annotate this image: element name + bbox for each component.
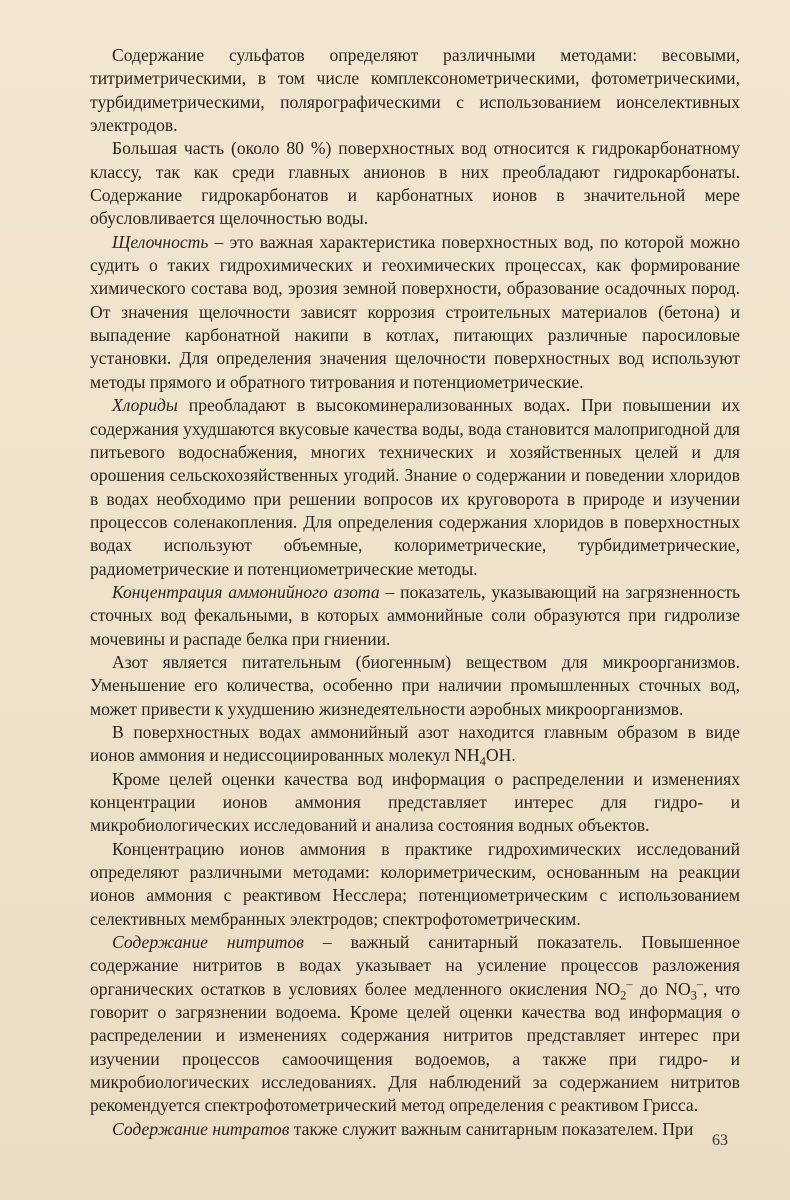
paragraph-ammonium-interest bbox=[90, 768, 740, 838]
paragraph-text: также служит важным санитарным показателем. При bbox=[289, 1118, 694, 1139]
paragraph-text: , что говорит о загрязнении водоема. Кроме целей оценки качества вод информация о распределении и изменениях содержания нитритов представляет интерес при изучении процессов самоочищения водоемов, а также при гидро- и микробиологических исследованиях. Для наблюдений за содержанием нитритов рекомендуется спектрофотометрический метод определения с реактивом Грисса. bbox=[90, 978, 741, 1116]
paragraph-text: В поверхностных водах аммонийный азот находится главным образом в виде ионов аммония и недиссоциированных молекул bbox=[90, 721, 740, 766]
term-alkalinity: Щелочность bbox=[112, 231, 209, 252]
formula-part: NO bbox=[665, 978, 691, 999]
formula-part: NH bbox=[454, 745, 480, 766]
page-number: 63 bbox=[712, 1132, 728, 1149]
paragraph-text: – это важная характеристика поверхностных вод, по которой можно судить о таких гидрохимических и геохимических процессах, как формирование химического состава вод, эрозия земной поверхности, образование осадочных пород. От значения щелочности зависят коррозия строительных материалов (бетона) и выпадение карбонатной накипи в котлах, питающих различные паросиловые установки. Для определения значения щелочности поверхностных вод используют методы прямого и обратного титрования и потенциометрические. bbox=[90, 231, 740, 392]
paragraph-sulfates bbox=[90, 44, 740, 137]
paragraph-text: преобладают в высокоминерализованных водах. При повышении их содержания ухудшаются вкусовые качества воды, вода становится малопригодной для питьевого водоснабжения, многих технических и хозяйственных целей и для орошения сельскохозяйственных угодий. Знание о содержании и поведении хлоридов в водах необходимо при решении вопросов их круговорота в природе и изучении процессов соленакопления. Для определения содержания хлоридов в поверхностных водах используют объемные, колориметрические, турбидиметрические, радиометрические и потенциометрические методы. bbox=[90, 395, 740, 579]
paragraph-alkalinity bbox=[90, 231, 740, 394]
formula-subscript: 2 bbox=[620, 988, 627, 1003]
term-ammonium-nitrogen: Концентрация аммонийного азота bbox=[112, 581, 380, 602]
paragraph-text: до bbox=[632, 978, 666, 999]
term-chlorides: Хлориды bbox=[112, 395, 178, 416]
term-nitrites: Содержание нитритов bbox=[112, 932, 304, 953]
paragraph-ammonium-forms bbox=[90, 721, 740, 768]
paragraph-nitrates bbox=[90, 1118, 740, 1141]
formula-nh4oh bbox=[454, 745, 512, 769]
paragraph-ammonium-methods bbox=[90, 838, 740, 931]
paragraph-text: Кроме целей оценки качества вод информация о распределении и изменениях концентрации ионов аммония представляет интерес для гидро- и микробиологических исследований и анализа состояния водных объектов. bbox=[90, 768, 740, 836]
paragraph-hydrocarbonates bbox=[90, 137, 740, 230]
paragraph-nitrogen-nutrient bbox=[90, 651, 740, 721]
paragraph-text: Концентрацию ионов аммония в практике гидрохимических исследований определяют различными методами: колориметрическим, основанным на реакции ионов аммония с реактивом Несслера; потенциометрическим с использованием селективных мембранных электродов; спектрофотометрическим. bbox=[90, 838, 740, 929]
paragraph-text: Большая часть (около 80 %) поверхностных вод относится к гидрокарбонатному классу, так как среди главных анионов в них преобладают гидрокарбонаты. Содержание гидрокарбонатов и карбонатных ионов в значительной мере обусловливается щелочностью воды. bbox=[90, 138, 740, 229]
paragraph-text: – показатель, указывающий на загрязненность сточных вод фекальными, в которых аммонийные соли образуются при гидролизе мочевины и распаде белка при гниении. bbox=[90, 581, 740, 649]
formula-superscript: – bbox=[696, 976, 704, 991]
paragraph-ammonium-concentration bbox=[90, 581, 740, 651]
paragraph-nitrites bbox=[90, 931, 740, 1118]
formula-part: OH bbox=[485, 745, 512, 766]
formula-superscript: – bbox=[626, 976, 633, 991]
paragraph-text: Содержание сульфатов определяют различными методами: весовыми, титриметрическими, в том числе комплексонометрическими, фотометрическими, турбидиметрическими, полярографическими с использованием ионселективных электродов. bbox=[90, 45, 740, 136]
formula-subscript: 4 bbox=[479, 754, 486, 769]
formula-subscript: 3 bbox=[690, 988, 697, 1003]
paragraph-chlorides bbox=[90, 394, 740, 581]
formula-no3 bbox=[665, 976, 704, 1003]
formula-part: NO bbox=[594, 978, 621, 999]
paragraph-text: – важный санитарный показатель. Повышенное содержание нитритов в водах указывает на усиление процессов разложения органических остатков в условиях более медленного окисления bbox=[90, 932, 740, 999]
paragraph-text: Азот является питательным (биогенным) веществом для микроорганизмов. Уменьшение его количества, особенно при наличии промышленных сточных вод, может привести к ухудшению жизнедеятельности аэробных микроорганизмов. bbox=[90, 651, 740, 719]
formula-no2 bbox=[594, 976, 633, 1003]
term-nitrates: Содержание нитратов bbox=[112, 1118, 290, 1139]
paragraph-text: . bbox=[511, 745, 516, 766]
body-text bbox=[90, 44, 740, 1141]
